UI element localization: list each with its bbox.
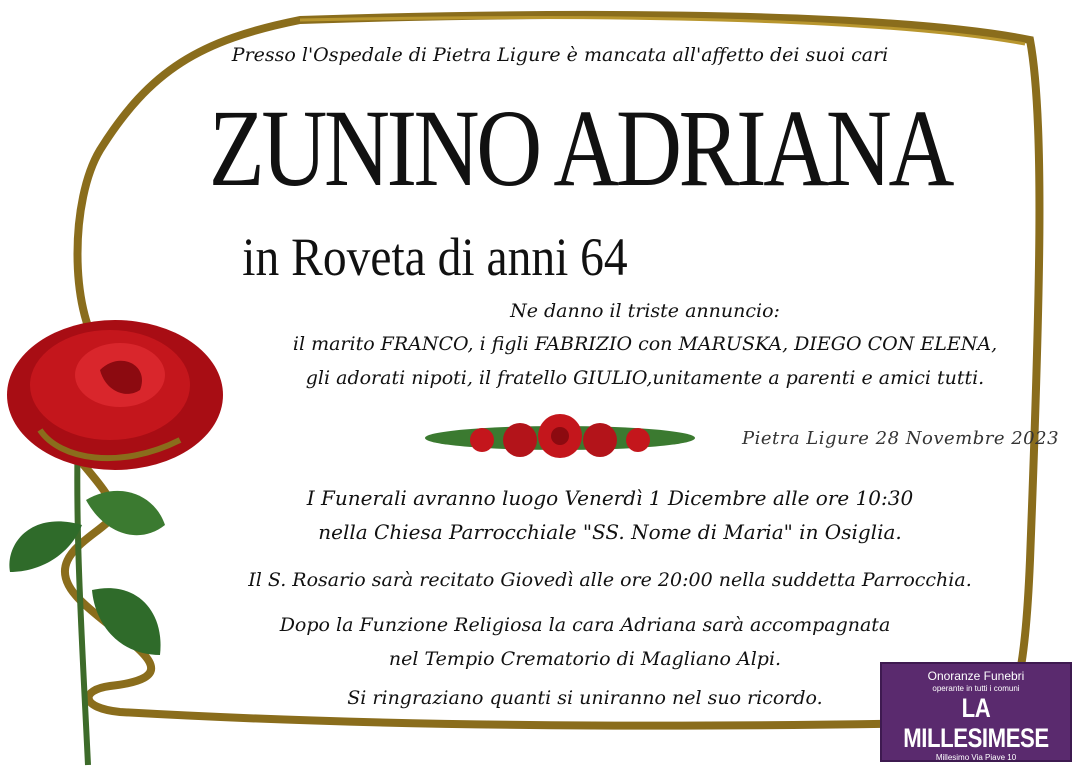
announcement-line-3: gli adorati nipoti, il fratello GIULIO,unitamente a parenti e amici tutti. bbox=[305, 367, 985, 389]
after-line-2: nel Tempio Crematorio di Magliano Alpi. bbox=[388, 648, 782, 670]
intro-text: Presso l'Ospedale di Pietra Ligure è mancata all'affetto dei suoi cari bbox=[231, 44, 889, 66]
announcement-line-1: Ne danno il triste annuncio: bbox=[510, 300, 780, 322]
deceased-name: ZUNINO ADRIANA bbox=[208, 87, 952, 209]
place-date: Pietra Ligure 28 Novembre 2023 bbox=[742, 428, 1060, 449]
rose-garland-image bbox=[420, 410, 700, 466]
rosary-text: Il S. Rosario sarà recitato Giovedì alle ore 20:00 nella suddetta Parrocchia. bbox=[248, 569, 972, 591]
announcement-line-2: il marito FRANCO, i figli FABRIZIO con MARUSKA, DIEGO CON ELENA, bbox=[292, 333, 998, 355]
logo-brand: LA MILLESIMESE bbox=[903, 693, 1049, 753]
funeral-line-2: nella Chiesa Parrocchiale "SS. Nome di Maria" in Osiglia. bbox=[318, 520, 902, 544]
logo-title: Onoranze Funebri bbox=[927, 669, 1025, 683]
logo-phone: Tel. 338 2099781 bbox=[937, 772, 1015, 783]
after-line-1: Dopo la Funzione Religiosa la cara Adriana sarà accompagnata bbox=[279, 614, 891, 636]
married-name-age: in Roveta di anni 64 bbox=[242, 227, 628, 287]
logo-owners: Nadia e Flavio Martino bbox=[935, 762, 1017, 771]
thanks-text: Si ringraziano quanti si uniranno nel suo ricordo. bbox=[347, 687, 823, 709]
logo-subtitle: operante in tutti i comuni bbox=[932, 684, 1020, 693]
funeral-line-1: I Funerali avranno luogo Venerdì 1 Dicembre alle ore 10:30 bbox=[306, 486, 914, 510]
logo-address: Millesimo Via Piave 10 bbox=[935, 753, 1017, 762]
funeral-home-logo bbox=[880, 662, 1072, 783]
